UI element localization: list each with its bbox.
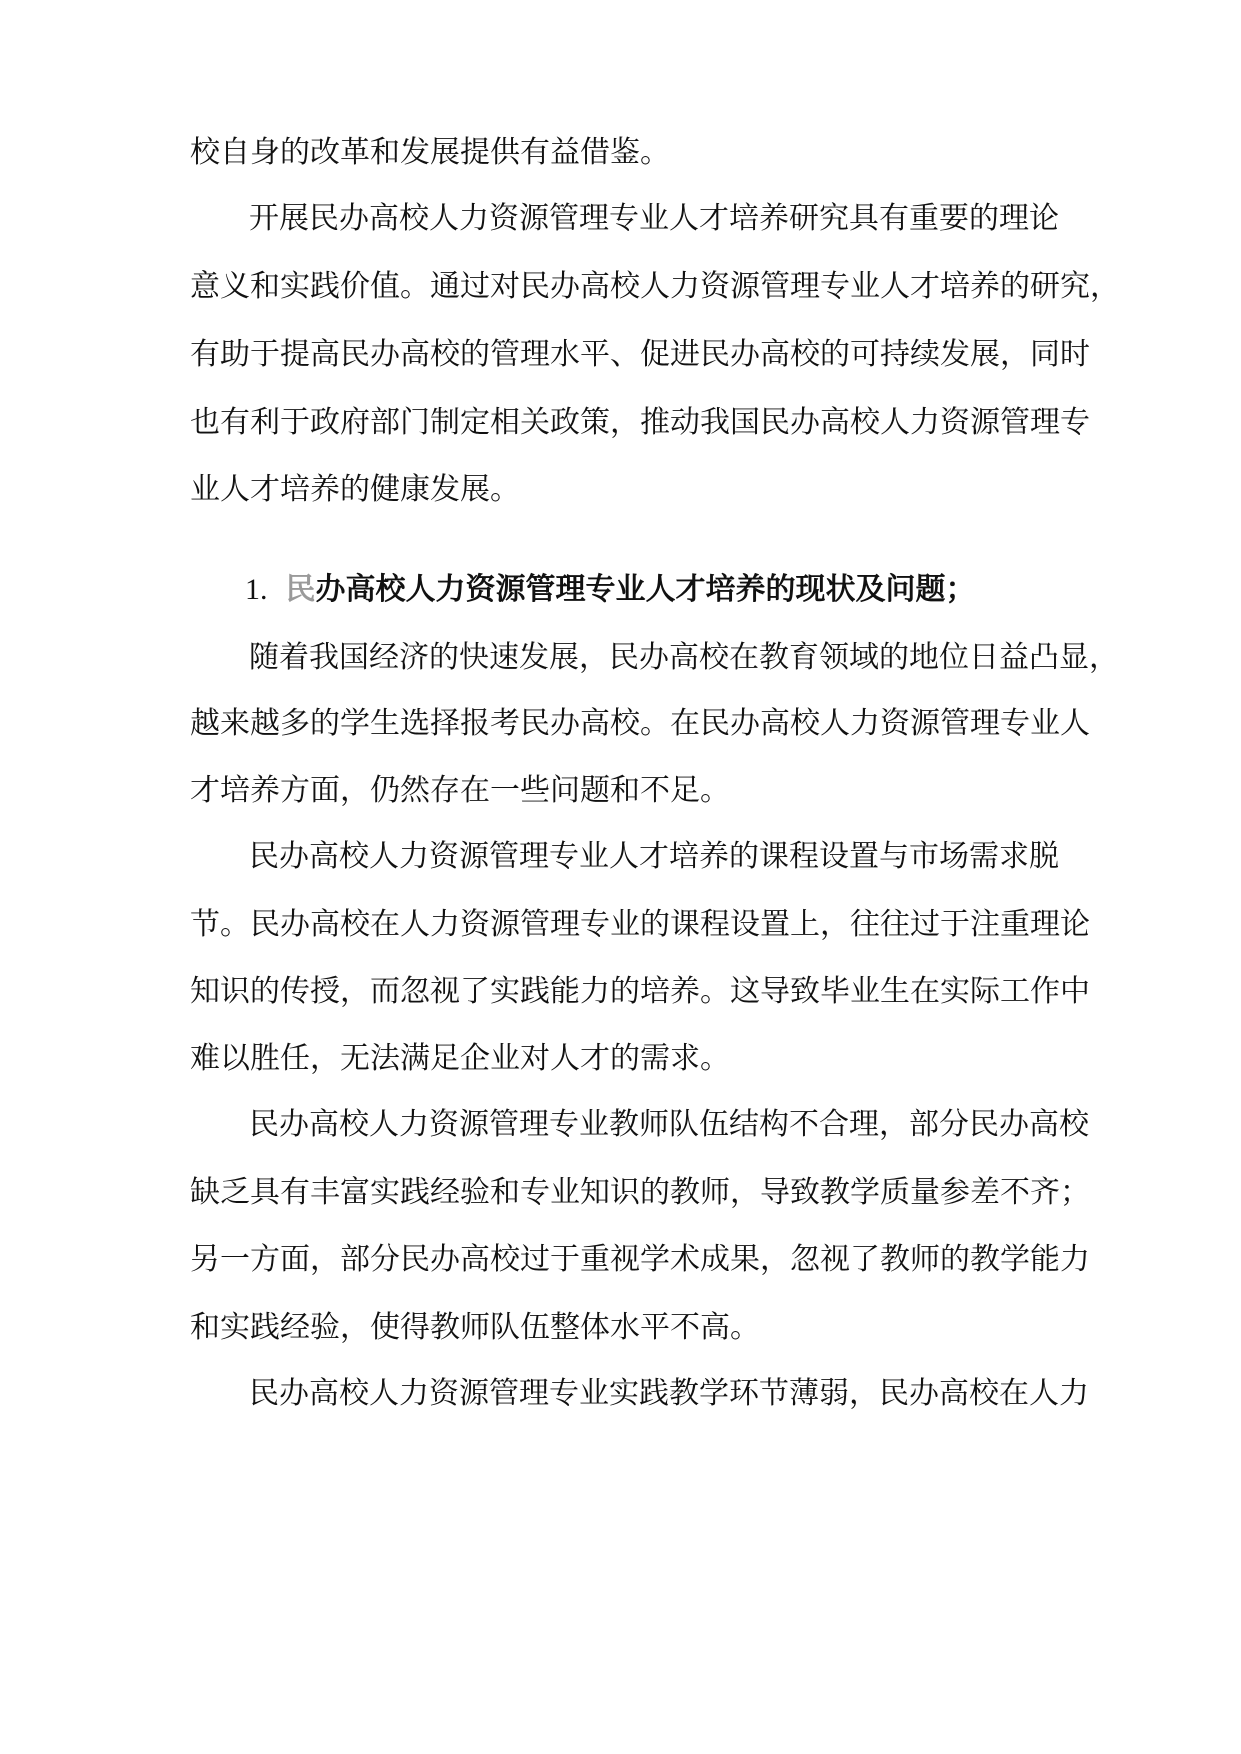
paragraph-3-line-3: 才培养方面，仍然存在一些问题和不足。 <box>190 773 730 808</box>
paragraph-2-line-5: 业人才培养的健康发展。 <box>190 472 520 507</box>
paragraph-3-line-1: 随着我国经济的快速发展，民办高校在教育领域的地位日益凸显， <box>249 640 1119 675</box>
paragraph-4-line-4: 难以胜任，无法满足企业对人才的需求。 <box>190 1041 730 1076</box>
paragraph-2-line-3: 有助于提高民办高校的管理水平、促进民办高校的可持续发展，同时 <box>190 337 1090 372</box>
paragraph-2-line-1: 开展民办高校人力资源管理专业人才培养研究具有重要的理论 <box>249 201 1059 236</box>
paragraph-5-line-4: 和实践经验，使得教师队伍整体水平不高。 <box>190 1310 760 1345</box>
heading-first-char: 民 <box>285 572 316 607</box>
paragraph-5-line-3: 另一方面，部分民办高校过于重视学术成果，忽视了教师的教学能力 <box>190 1242 1090 1277</box>
paragraph-4-line-3: 知识的传授，而忽视了实践能力的培养。这导致毕业生在实际工作中 <box>190 974 1090 1009</box>
paragraph-3-line-2: 越来越多的学生选择报考民办高校。在民办高校人力资源管理专业人 <box>190 706 1090 741</box>
paragraph-4-line-2: 节。民办高校在人力资源管理专业的课程设置上，往往过于注重理论 <box>190 907 1090 942</box>
paragraph-2-line-2: 意义和实践价值。通过对民办高校人力资源管理专业人才培养的研究， <box>190 269 1120 304</box>
section-heading <box>245 560 1125 620</box>
heading-text: 办高校人力资源管理专业人才培养的现状及问题； <box>315 572 976 607</box>
paragraph-6-line-1: 民办高校人力资源管理专业实践教学环节薄弱，民办高校在人力 <box>249 1376 1089 1411</box>
paragraph-5-line-1: 民办高校人力资源管理专业教师队伍结构不合理，部分民办高校 <box>249 1107 1089 1142</box>
paragraph-4-line-1: 民办高校人力资源管理专业人才培养的课程设置与市场需求脱 <box>249 839 1059 874</box>
heading-number: 1. <box>245 573 268 606</box>
paragraph-5-line-2: 缺乏具有丰富实践经验和专业知识的教师，导致教学质量参差不齐； <box>190 1175 1090 1210</box>
paragraph-1-line-1: 校自身的改革和发展提供有益借鉴。 <box>190 135 670 170</box>
paragraph-2-line-4: 也有利于政府部门制定相关政策，推动我国民办高校人力资源管理专 <box>190 405 1090 440</box>
